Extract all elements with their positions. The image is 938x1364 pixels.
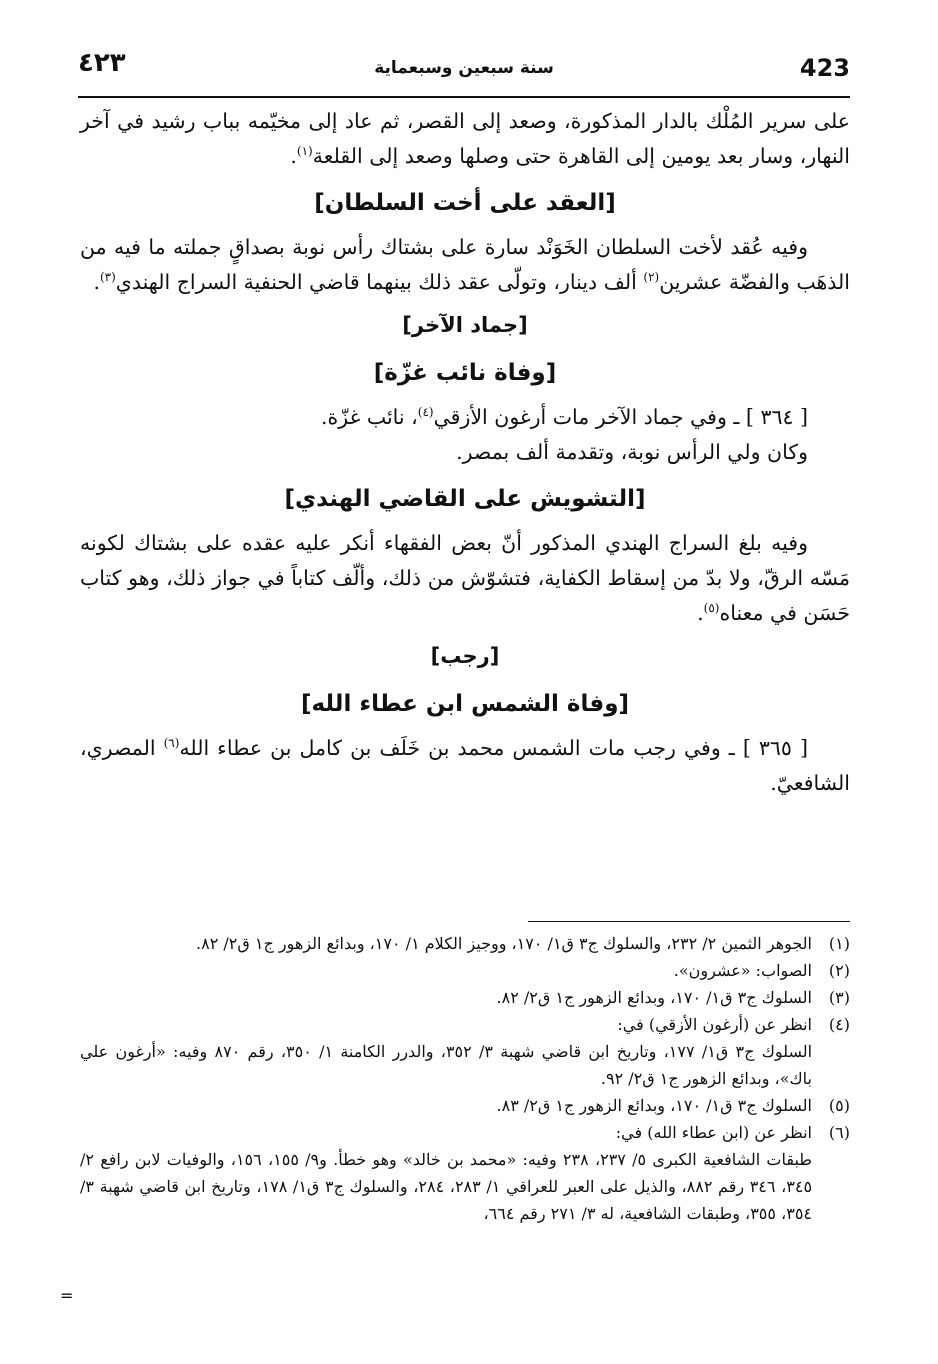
footnote-number: (٣) — [828, 988, 850, 1007]
section-heading-hindi: [التشويش على القاضي الهندي] — [284, 486, 646, 512]
footnote-text: السلوك ج٣ ق١/ ١٧٠، وبدائع الزهور ج١ ق٢/ ٨٢. — [496, 988, 812, 1007]
paragraph-1 — [80, 104, 850, 174]
footnote-text: الصواب: «عشرون». — [673, 961, 812, 980]
entry-365 — [80, 731, 850, 801]
footnote-text: انظر عن (أرغون الأزقي) في: — [617, 1015, 812, 1034]
footnote-3 — [80, 984, 850, 1011]
footnote-ref-2: (٢) — [643, 270, 660, 285]
header-rule — [78, 96, 850, 98]
footnote-text: السلوك ج٣ ق١/ ١٧٠، وبدائع الزهور ج١ ق٢/ ٨٣. — [496, 1096, 812, 1115]
entry-365-text: ـ وفي رجب مات الشمس محمد بن خَلَف بن كامل بن عطاء الله — [179, 736, 743, 760]
main-text — [80, 104, 850, 801]
running-title: سنة سبعين وسبعماية — [374, 58, 554, 78]
footnote-ref-4: (٤) — [417, 405, 434, 420]
section-heading-ibn-ataullah: [وفاة الشمس ابن عطاء الله] — [300, 691, 630, 717]
footnote-6 — [80, 1119, 850, 1146]
entry-364-text: ـ وفي جماد الآخر مات أرغون الأزقي — [433, 405, 746, 429]
footnote-text: انظر عن (ابن عطاء الله) في: — [615, 1123, 812, 1142]
footnote-text: الجوهر الثمين ٢/ ٢٣٢، والسلوك ج٣ ق١/ ١٧٠، ووجيز الكلام ١/ ١٧٠، وبدائع الزهور ج١ ق٢/ ٨٢. — [196, 934, 812, 953]
paragraph-2-middle: ألف دينار، وتولّى عقد ذلك بينهما قاضي الحنفية السراج الهندي — [115, 270, 644, 294]
footnote-separator — [528, 921, 850, 922]
footnote-number: (٥) — [828, 1096, 850, 1115]
footnote-ref-1: (١) — [296, 144, 313, 159]
paragraph-1-end: . — [290, 144, 297, 168]
paragraph-2-text: وفيه عُقد لأخت السلطان الخَوَنْد سارة على بشتاك رأس نوبة بصداقٍ جملته ما فيه من الذهَب والفضّة عشرين — [80, 235, 850, 294]
entry-365-end: المصري، الشافعيّ. — [80, 736, 850, 795]
entry-365-number: [ ٣٦٥ ] — [742, 736, 808, 760]
entry-364-line-2: وكان ولي الرأس نوبة، وتقدمة ألف بمصر. — [456, 440, 808, 464]
paragraph-3 — [80, 526, 850, 631]
continuation-mark: = — [60, 1286, 74, 1305]
month-heading-rajab: [رجب] — [430, 644, 500, 668]
footnote-4-continuation: السلوك ج٣ ق١/ ١٧٧، وتاريخ ابن قاضي شهبة ٣/ ٣٥٢، والدرر الكامنة ١/ ٣٥٠، رقم ٨٧٠ وفيه: «أرغون علي باك»، وبدائع الزهور ج١ ق٢/ ٩٢. — [80, 1042, 813, 1088]
section-heading-gaza-death: [وفاة نائب غزّة] — [373, 360, 557, 386]
footnote-4 — [80, 1011, 850, 1038]
entry-364-end: ، نائب غزّة. — [321, 405, 418, 429]
footnote-number: (٢) — [828, 961, 850, 980]
footnote-2 — [80, 957, 850, 984]
page-number-arabic: ٤٢٣ — [78, 48, 126, 78]
footnote-1 — [80, 930, 850, 957]
paragraph-2-end: . — [93, 270, 100, 294]
footnote-number: (٦) — [828, 1123, 850, 1142]
footnote-ref-5: (٥) — [703, 601, 720, 616]
footnotes — [80, 930, 850, 1227]
paragraph-3-end: . — [697, 601, 704, 625]
entry-364-number: [ ٣٦٤ ] — [745, 405, 808, 429]
footnote-ref-6: (٦) — [163, 736, 180, 751]
month-heading-jumada: [جماد الآخر] — [402, 313, 528, 337]
paragraph-2 — [80, 230, 850, 300]
footnote-number: (١) — [828, 934, 850, 953]
footnote-6-continuation: طبقات الشافعية الكبرى ٥/ ٢٣٧، ٢٣٨ وفيه: «محمد بن خالد» وهو خطأ. و٩/ ١٥٥، ١٥٦، والوفيات لابن رافع ٢/ ٣٤٥، ٣٤٦ رقم ٨٨٢، والذيل على العبر للعراقي ١/ ٢٨٣، ٢٨٤، والسلوك ج٣ ق١/ ١٧٨، وتاريخ ابن قاضي شهبة ٣/ ٣٥٤، ٣٥٥، وطبقات الشافعية، له ٣/ ٢٧١ رقم ٦٦٤، — [80, 1150, 813, 1223]
page-header — [78, 40, 850, 100]
footnote-ref-3: (٣) — [99, 270, 116, 285]
page-number-latin: 423 — [799, 54, 850, 82]
footnote-number: (٤) — [828, 1015, 850, 1034]
footnote-5 — [80, 1092, 850, 1119]
paragraph-1-text: على سرير المُلْك بالدار المذكورة، وصعد إلى القصر، ثم عاد إلى مخيّمه بباب رشيد في آخر النهار، وسار بعد يومين إلى القاهرة حتى وصلها وصعد إلى القلعة — [80, 109, 850, 168]
section-heading-marriage: [العقد على أخت السلطان] — [314, 190, 616, 216]
entry-364 — [80, 400, 850, 435]
paragraph-3-text: وفيه بلغ السراج الهندي المذكور أنّ بعض الفقهاء أنكر عليه عقده على بشتاك لكونه مَسّه الرقّ، ولا بدّ من إسقاط الكفاية، فتشوّش من ذلك، وألّف كتاباً في جواز ذلك، وهو كتاب حَسَن في معناه — [80, 531, 850, 625]
